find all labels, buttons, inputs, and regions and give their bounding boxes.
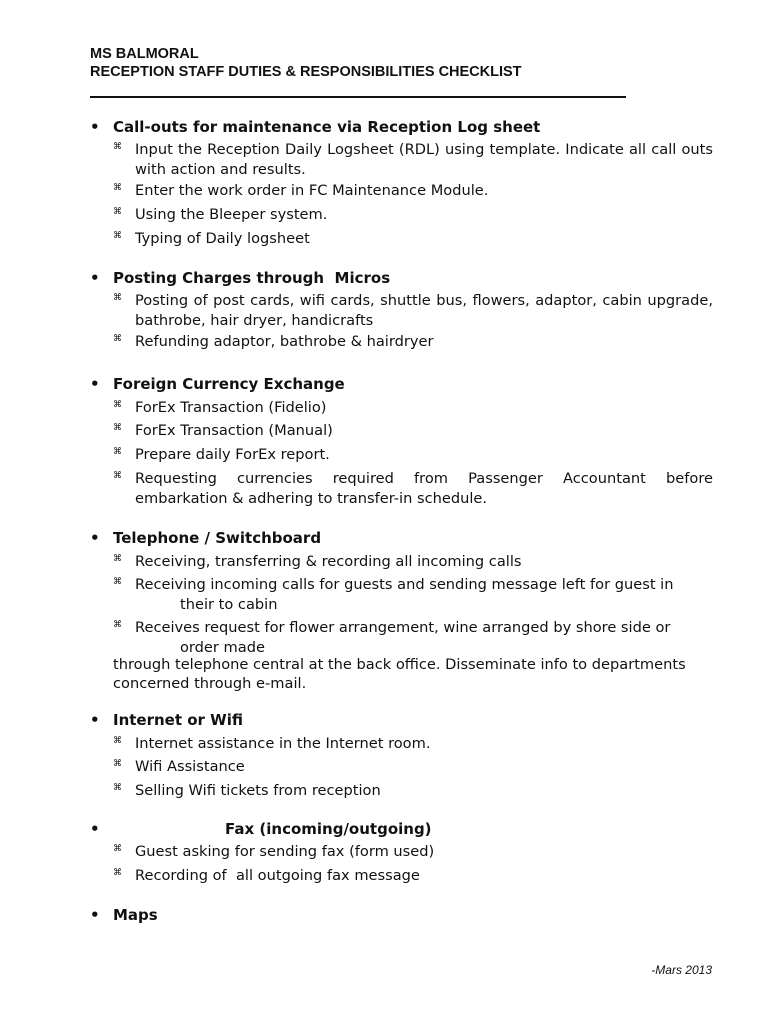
section-title-telephone: • Telephone / Switchboard [90,529,322,547]
list-item: ⌘ Typing of Daily logsheet [113,230,310,247]
sub-bullet-icon: ⌘ [113,759,121,769]
paragraph-text: through telephone central at the back office. Disseminate info to departments [113,656,686,673]
sub-bullet-icon: ⌘ [113,620,121,630]
header-rule [90,96,626,98]
document-title: RECEPTION STAFF DUTIES & RESPONSIBILITIES CHECKLIST [90,64,522,80]
list-item: ⌘ Receiving, transferring & recording all incoming calls [113,553,522,570]
list-item: ⌘ Guest asking for sending fax (form used) [113,843,435,860]
sub-bullet-icon: ⌘ [113,868,121,878]
sub-bullet-icon: ⌘ [113,142,121,152]
sub-bullet-icon: ⌘ [113,447,121,457]
list-item: ⌘ Selling Wifi tickets from reception [113,782,381,799]
sub-bullet-icon: ⌘ [113,334,121,344]
footer-signature: -Mars 2013 [651,963,712,977]
list-item: ⌘ Requesting currencies required from Passenger Accountant before embarkation & adhering to transfer-in schedule. [113,470,713,507]
sub-bullet-icon: ⌘ [113,577,121,587]
sub-bullet-icon: ⌘ [113,554,121,564]
paragraph-text: concerned through e-mail. [113,675,307,692]
section-title-fax: • Fax (incoming/outgoing) [90,820,432,838]
list-item: ⌘ Enter the work order in FC Maintenance Module. [113,182,489,199]
bullet-icon: • [90,820,100,838]
list-item: ⌘ ForEx Transaction (Manual) [113,422,333,439]
sub-bullet-icon: ⌘ [113,183,121,193]
bullet-icon: • [90,375,100,393]
bullet-icon: • [90,118,100,136]
list-item: ⌘ Internet assistance in the Internet room. [113,735,431,752]
sub-bullet-icon: ⌘ [113,293,121,303]
list-item: ⌘ Refunding adaptor, bathrobe & hairdryer [113,333,434,350]
sub-bullet-icon: ⌘ [113,423,121,433]
sub-bullet-icon: ⌘ [113,471,121,481]
list-item: ⌘ Using the Bleeper system. [113,206,328,223]
bullet-icon: • [90,269,100,287]
bullet-icon: • [90,906,100,924]
section-title-forex: • Foreign Currency Exchange [90,375,345,393]
list-item: ⌘ ForEx Transaction (Fidelio) [113,399,327,416]
list-item: ⌘ Input the Reception Daily Logsheet (RDL) using template. Indicate all call outs with action and results. [113,141,713,178]
bullet-icon: • [90,711,100,729]
list-item: ⌘ Prepare daily ForEx report. [113,446,330,463]
sub-bullet-icon: ⌘ [113,231,121,241]
list-item: ⌘ Posting of post cards, wifi cards, shuttle bus, flowers, adaptor, cabin upgrade, bathrobe, hair dryer, handicrafts [113,292,713,329]
list-item: ⌘ Receiving incoming calls for guests and sending message left for guest in their to cabin [113,576,674,613]
section-title-posting-charges: • Posting Charges through Micros [90,269,391,287]
sub-bullet-icon: ⌘ [113,400,121,410]
section-title-callouts: • Call-outs for maintenance via Reception Log sheet [90,118,541,136]
list-item: ⌘ Receives request for flower arrangement, wine arranged by shore side or order made [113,619,671,656]
list-item: ⌘ Recording of all outgoing fax message [113,867,420,884]
section-title-maps: • Maps [90,906,158,924]
company-name: MS BALMORAL [90,46,199,62]
sub-bullet-icon: ⌘ [113,736,121,746]
sub-bullet-icon: ⌘ [113,207,121,217]
sub-bullet-icon: ⌘ [113,783,121,793]
sub-bullet-icon: ⌘ [113,844,121,854]
section-title-internet: • Internet or Wifi [90,711,243,729]
bullet-icon: • [90,529,100,547]
list-item: ⌘ Wifi Assistance [113,758,245,775]
